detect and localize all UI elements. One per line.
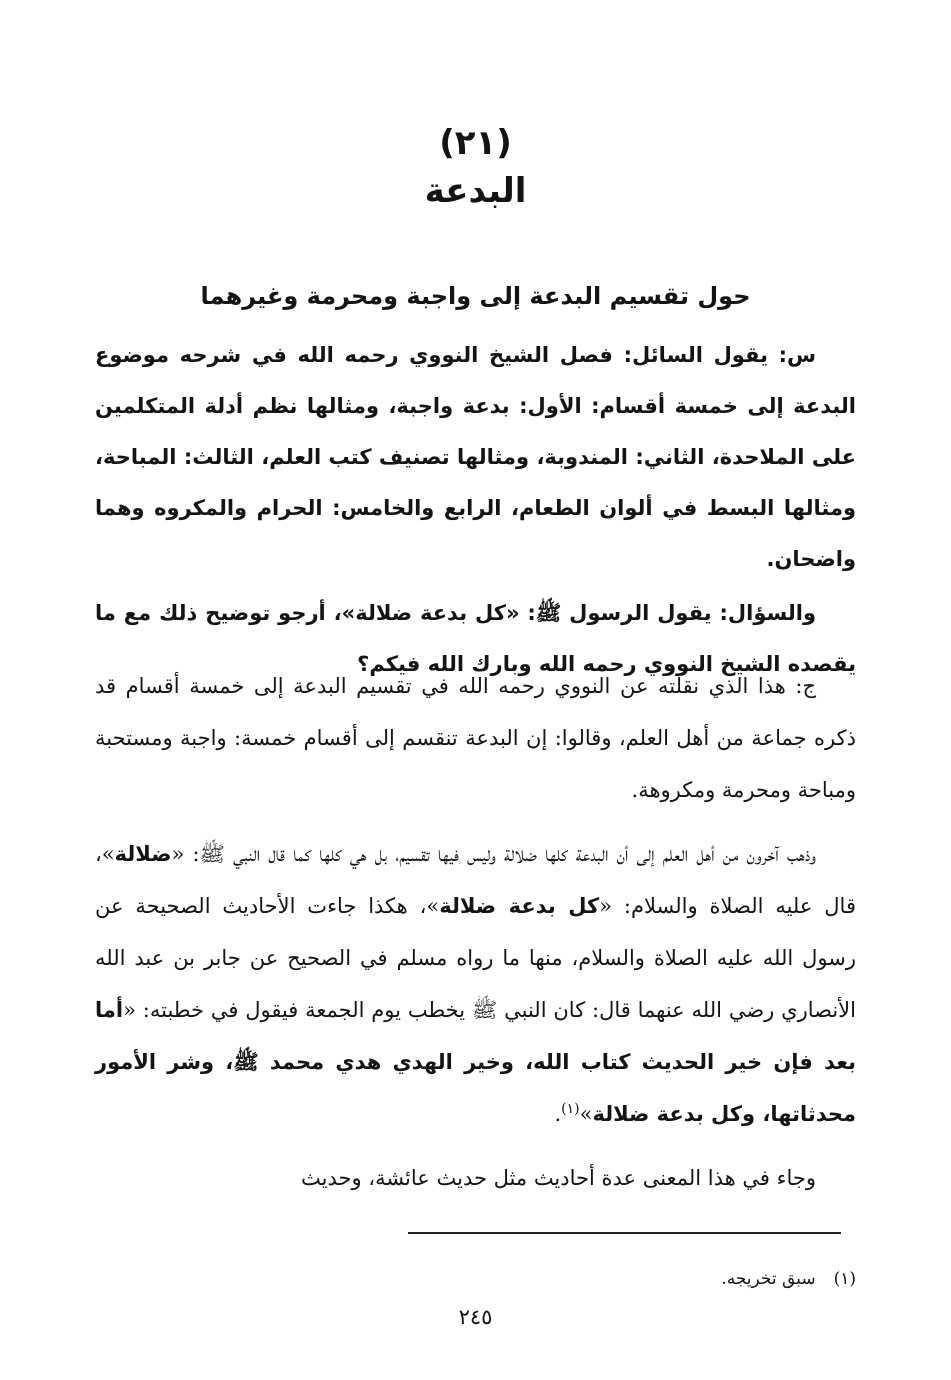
section-heading: حول تقسيم البدعة إلى واجبة ومحرمة وغيرهما [200, 282, 751, 310]
hadith-quote: ضلالة [114, 842, 172, 866]
question-block [95, 330, 856, 690]
footnote-text: سبق تخريجه. [721, 1269, 816, 1289]
answer-paragraph-3: وجاء في هذا المعنى عدة أحاديث مثل حديث عائشة، وحديث [301, 1166, 816, 1190]
answer-paragraph-1: ج: هذا الذي نقلته عن النووي رحمه الله في تقسيم البدعة إلى خمسة أقسام قد ذكره جماعة من أهل العلم، وقالوا: إن البدعة تنقسم إلى أقسام خمسة: واجبة ومستحبة ومباحة ومحرمة ومكروهة. [95, 674, 856, 802]
hadith-quote: أما بعد فإن خير الحديث كتاب الله، وخير الهدي هدي محمد ﷺ، وشر الأمور محدثاتها، وكل بدعة ضلالة [95, 998, 856, 1126]
footnote-divider [408, 1232, 841, 1234]
footnote [721, 1265, 856, 1293]
answer-paragraph-2 [95, 828, 856, 1140]
answer-text: وذهب آخرون من أهل العلم إلى أن البدعة كلها ضلالة وليس فيها تقسيم، بل هي كلها كما قال النبي ﷺ: « [171, 842, 816, 866]
page-number: ٢٤٥ [458, 1305, 493, 1329]
answer-text: »، هكذا جاءت الأحاديث الصحيحة عن رسول الله عليه الصلاة والسلام، منها ما رواه مسلم في الصحيح عن جابر بن عبد الله الأنصاري رضي الله عنهما قال: كان النبي ﷺ يخطب يوم الجمعة فيقول في خطبته: « [95, 894, 856, 1022]
footnote-number: (١) [833, 1269, 856, 1289]
answer-text: » [579, 1102, 593, 1126]
chapter-title: البدعة [424, 171, 527, 211]
chapter-number: (٢١) [439, 123, 512, 163]
footnote-marker[interactable]: (١) [561, 1101, 580, 1117]
hadith-quote: كل بدعة ضلالة [439, 894, 600, 918]
question-paragraph-1: س: يقول السائل: فصل الشيخ النووي رحمه الله في شرحه موضوع البدعة إلى خمسة أقسام: الأول: بدعة واجبة، ومثالها نظم أدلة المتكلمين على الملاحدة، الثاني: المندوبة، ومثالها تصنيف كتب العلم، الثالث: المباحة، ومثالها البسط في ألوان الطعام، الرابع والخامس: الحرام والمكروه وهما واضحان. [95, 343, 856, 571]
question-paragraph-2: والسؤال: يقول الرسول ﷺ: «كل بدعة ضلالة»، أرجو توضيح ذلك مع ما يقصده الشيخ النووي رحمه الله وبارك الله فيكم؟ [95, 601, 856, 676]
answer-block [95, 660, 856, 1204]
answer-text: »، قال عليه الصلاة والسلام: « [95, 842, 856, 918]
answer-text: . [554, 1102, 562, 1126]
